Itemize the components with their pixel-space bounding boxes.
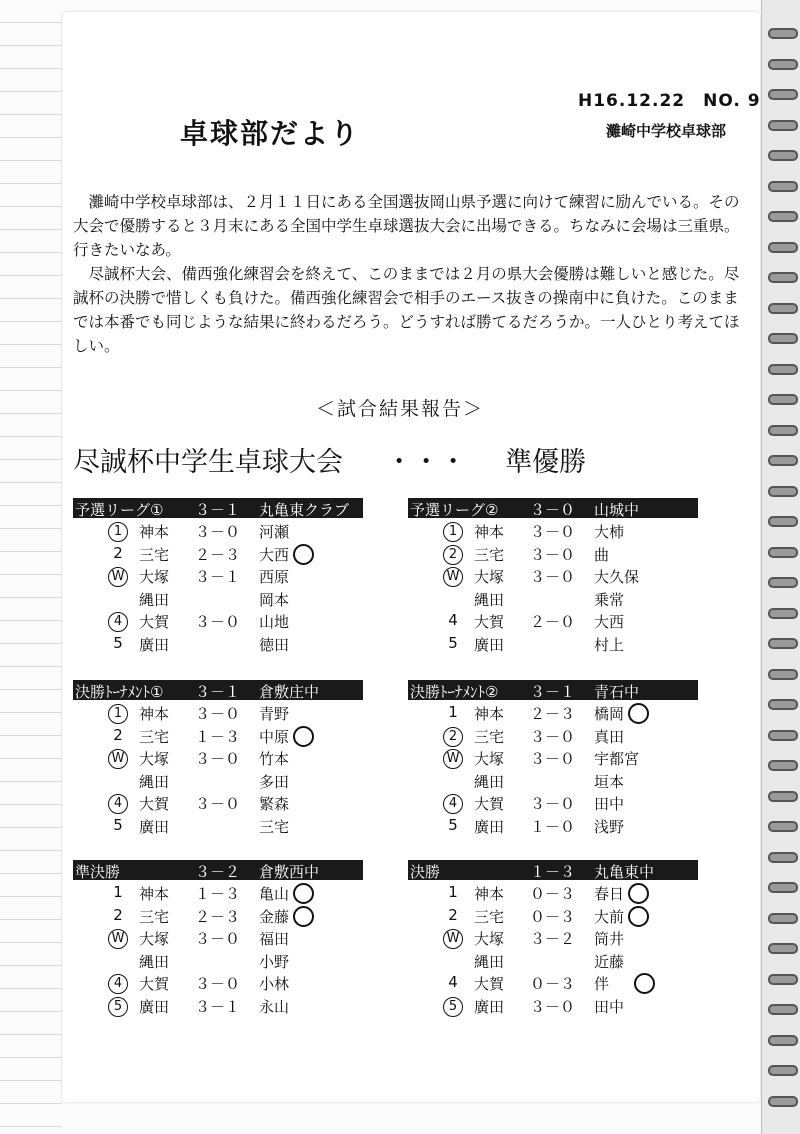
match-score: ３－２ (195, 863, 241, 881)
opponent-name: 小野 (259, 952, 290, 971)
opponent-win-circle-mark (628, 883, 649, 904)
player-order (441, 726, 465, 747)
article-body (73, 190, 753, 358)
opponent-name: 小林 (259, 975, 290, 993)
game-score: ３－０ (530, 795, 576, 813)
player-row (408, 608, 698, 631)
player-order: 1 (448, 883, 458, 901)
player-row (73, 993, 363, 1016)
player-row (408, 518, 698, 541)
opponent-name: 乗常 (594, 590, 625, 609)
player-name: 三宅 (474, 545, 505, 564)
player-name: 大塚 (139, 930, 170, 948)
player-order (441, 793, 465, 814)
win-circle-mark: 4 (443, 794, 463, 814)
player-name: 縄田 (474, 952, 505, 971)
player-order (106, 521, 130, 542)
player-name: 縄田 (139, 952, 170, 971)
match-block (408, 498, 698, 653)
tournament-name: 尽誠杯中学生卓球大会 (73, 447, 343, 478)
player-row (408, 745, 698, 768)
notebook-lines (0, 0, 62, 1134)
player-order (106, 928, 130, 949)
player-name: 大賀 (139, 975, 170, 993)
player-row (408, 541, 698, 564)
opponent-name: 河瀬 (259, 523, 290, 541)
player-row (73, 768, 363, 791)
player-name: 廣田 (474, 635, 505, 654)
opponent-name: 山地 (259, 613, 290, 631)
player-order (106, 611, 130, 632)
opponent-name: 竹本 (259, 750, 290, 768)
match-block (408, 680, 698, 835)
player-name: 大塚 (139, 568, 170, 586)
opponent-name: 浅野 (594, 817, 625, 836)
player-name: 三宅 (139, 907, 170, 926)
game-score: ２－０ (530, 613, 576, 631)
spiral-ring (768, 760, 798, 771)
player-row (408, 723, 698, 746)
game-score: １－３ (195, 727, 241, 746)
player-name: 大賀 (139, 613, 170, 631)
match-opponent: 丸亀東クラブ (259, 501, 350, 519)
player-name: 大塚 (474, 930, 505, 948)
match-block (408, 860, 698, 1015)
spiral-ring (768, 547, 798, 558)
win-circle-mark: 4 (108, 612, 128, 632)
spiral-ring (768, 516, 798, 527)
player-name: 神本 (139, 705, 170, 723)
win-circle-mark: 5 (443, 997, 463, 1017)
spiral-ring (768, 333, 798, 344)
tournament-result: 準優勝 (505, 447, 587, 478)
opponent-name: 岡本 (259, 590, 290, 609)
spiral-ring (768, 821, 798, 832)
spiral-ring (768, 181, 798, 192)
player-name: 大塚 (474, 750, 505, 768)
game-score: ３－０ (195, 975, 241, 993)
player-name: 廣田 (139, 817, 170, 836)
game-score: ３－０ (195, 705, 241, 723)
match-round: 決勝ﾄｰﾅﾒﾝﾄ① (75, 683, 164, 701)
opponent-name: 永山 (259, 997, 290, 1016)
spiral-ring (768, 852, 798, 863)
player-name: 三宅 (474, 727, 505, 746)
spiral-ring (768, 669, 798, 680)
player-name: 大賀 (474, 795, 505, 813)
player-name: 神本 (474, 523, 505, 541)
player-row (73, 586, 363, 609)
opponent-win-circle-mark (628, 906, 649, 927)
player-row (408, 768, 698, 791)
opponent-name: 真田 (594, 727, 625, 746)
win-circle-mark: 1 (443, 522, 463, 542)
opponent-win-circle-mark (293, 544, 314, 565)
player-row (73, 563, 363, 586)
player-name: 大塚 (474, 568, 505, 586)
player-order (106, 748, 130, 769)
win-circle-mark: W (108, 929, 128, 949)
spiral-ring (768, 577, 798, 588)
player-row (73, 970, 363, 993)
player-name: 縄田 (139, 590, 170, 609)
player-order (106, 703, 130, 724)
spiral-ring (768, 89, 798, 100)
opponent-name: 青野 (259, 705, 290, 723)
player-order (106, 973, 130, 994)
player-order: 4 (448, 973, 458, 991)
match-header (73, 498, 363, 518)
spiral-ring (768, 242, 798, 253)
player-order (441, 996, 465, 1017)
player-order: 5 (448, 633, 458, 652)
player-name: 神本 (474, 705, 505, 723)
opponent-name: 繁森 (259, 795, 290, 813)
match-opponent: 丸亀東中 (594, 863, 655, 881)
player-row (73, 518, 363, 541)
spiral-ring (768, 943, 798, 954)
opponent-name: 西原 (259, 568, 290, 586)
player-name: 縄田 (474, 590, 505, 609)
game-score: ２－３ (195, 545, 241, 564)
win-circle-mark: 4 (108, 794, 128, 814)
game-score: ２－３ (530, 705, 576, 723)
spiral-ring (768, 364, 798, 375)
player-name: 縄田 (139, 772, 170, 791)
opponent-name: 金藤 (259, 907, 290, 926)
win-circle-mark: W (443, 749, 463, 769)
opponent-win-circle-mark (634, 973, 655, 994)
article-paragraph-1: 灘崎中学校卓球部は、２月１１日にある全国選抜岡山県予選に向けて練習に励んでいる。その大会で優勝すると３月末にある全国中学生卓球選抜大会に出場できる。ちなみに会場は三重県。行きたいなあ。 (73, 193, 740, 259)
win-circle-mark: 1 (108, 522, 128, 542)
spiral-ring (768, 699, 798, 710)
opponent-name: 大西 (259, 545, 290, 564)
spiral-ring (768, 1004, 798, 1015)
player-row (408, 903, 698, 926)
opponent-name: 近藤 (594, 952, 625, 971)
player-name: 縄田 (474, 772, 505, 791)
player-row (408, 813, 698, 836)
player-name: 三宅 (474, 907, 505, 926)
spiral-ring (768, 608, 798, 619)
game-score: ３－１ (195, 568, 241, 586)
spiral-ring (768, 59, 798, 70)
player-name: 三宅 (139, 545, 170, 564)
player-row (73, 745, 363, 768)
match-round: 決勝 (410, 863, 441, 881)
match-header (408, 680, 698, 700)
opponent-win-circle-mark (293, 906, 314, 927)
player-order: 1 (113, 883, 123, 901)
match-header (73, 680, 363, 700)
player-order (441, 544, 465, 565)
match-block (73, 680, 363, 835)
match-opponent: 青石中 (594, 683, 640, 701)
player-row (408, 948, 698, 971)
player-row (73, 880, 363, 903)
game-score: ０－３ (530, 885, 576, 903)
player-name: 神本 (474, 885, 505, 903)
player-name: 大賀 (139, 795, 170, 813)
opponent-name: 亀山 (259, 885, 290, 903)
game-score: ０－３ (530, 975, 576, 993)
opponent-name: 曲 (594, 545, 610, 564)
game-score: ３－０ (530, 997, 576, 1016)
tournament-dots: ・・・ (385, 447, 467, 478)
player-name: 廣田 (474, 817, 505, 836)
player-order: 4 (448, 611, 458, 629)
spiral-ring (768, 211, 798, 222)
match-block (73, 860, 363, 1015)
game-score: ３－１ (195, 997, 241, 1016)
player-name: 廣田 (139, 997, 170, 1016)
player-order: 2 (448, 905, 458, 924)
player-order: 1 (448, 703, 458, 721)
spiral-ring (768, 303, 798, 314)
game-score: ３－０ (530, 750, 576, 768)
opponent-name: 橋岡 (594, 705, 625, 723)
player-name: 大賀 (474, 975, 505, 993)
match-round: 準決勝 (75, 863, 121, 881)
section-title: ＜試合結果報告＞ (315, 398, 484, 420)
game-score: ３－０ (530, 568, 576, 586)
player-row (408, 993, 698, 1016)
newsletter-title: 卓球部だより (180, 117, 361, 150)
opponent-win-circle-mark (293, 883, 314, 904)
player-order (441, 566, 465, 587)
player-row (408, 790, 698, 813)
match-opponent: 倉敷西中 (259, 863, 320, 881)
game-score: ３－０ (195, 930, 241, 948)
match-score: ３－１ (195, 683, 241, 701)
spiral-ring (768, 486, 798, 497)
win-circle-mark: 4 (108, 974, 128, 994)
opponent-win-circle-mark (293, 726, 314, 747)
game-score: ３－０ (195, 750, 241, 768)
match-opponent: 倉敷庄中 (259, 683, 320, 701)
opponent-name: 垣本 (594, 772, 625, 791)
player-order: 2 (113, 725, 123, 744)
player-name: 廣田 (474, 997, 505, 1016)
player-name: 廣田 (139, 635, 170, 654)
game-score: ３－０ (530, 727, 576, 746)
win-circle-mark: 1 (108, 704, 128, 724)
spiral-ring (768, 913, 798, 924)
opponent-name: 春日 (594, 885, 625, 903)
spiral-ring (768, 455, 798, 466)
opponent-name: 大柿 (594, 523, 625, 541)
opponent-name: 福田 (259, 930, 290, 948)
game-score: ２－３ (195, 907, 241, 926)
player-row (408, 925, 698, 948)
match-round: 予選リーグ② (410, 501, 499, 519)
match-header (408, 860, 698, 880)
win-circle-mark: W (443, 929, 463, 949)
spiral-ring (768, 28, 798, 39)
match-header (408, 498, 698, 518)
player-name: 神本 (139, 885, 170, 903)
game-score: ３－０ (530, 545, 576, 564)
spiral-ring (768, 974, 798, 985)
opponent-name: 宇都宮 (594, 750, 640, 768)
player-row (73, 948, 363, 971)
spiral-ring (768, 638, 798, 649)
player-order (106, 996, 130, 1017)
game-score: ３－０ (195, 795, 241, 813)
match-score: ３－１ (195, 501, 241, 519)
player-order: 5 (113, 633, 123, 652)
game-score: ３－０ (195, 523, 241, 541)
game-score: １－３ (195, 885, 241, 903)
opponent-name: 大久保 (594, 568, 640, 586)
match-block (73, 498, 363, 653)
opponent-name: 中原 (259, 727, 290, 746)
player-order: 2 (113, 543, 123, 562)
player-name: 大賀 (474, 613, 505, 631)
spiral-ring (768, 1096, 798, 1107)
opponent-name: 大前 (594, 907, 625, 926)
player-row (408, 880, 698, 903)
player-order: 5 (448, 815, 458, 834)
spiral-ring (768, 425, 798, 436)
player-name: 神本 (139, 523, 170, 541)
player-row (73, 541, 363, 564)
player-order: 2 (113, 905, 123, 924)
player-row (408, 700, 698, 723)
win-circle-mark: 2 (443, 545, 463, 565)
player-order (441, 748, 465, 769)
player-row (408, 586, 698, 609)
win-circle-mark: 2 (443, 727, 463, 747)
article-paragraph-2: 尽誠杯大会、備西強化練習会を終えて、このままでは２月の県大会優勝は難しいと感じた。尽誠杯の決勝で惜しくも負けた。備西強化練習会で相手のエース抜きの操南中に負けた。このままでは本番でも同じような結果に終わるだろう。どうすれば勝てるだろうか。一人ひとり考えてほしい。 (73, 265, 740, 355)
player-row (73, 723, 363, 746)
spiral-ring (768, 882, 798, 893)
player-order: 5 (113, 815, 123, 834)
player-order (441, 928, 465, 949)
win-circle-mark: 5 (108, 997, 128, 1017)
issue-date-number: H16.12.22 NO. 9 (578, 91, 761, 111)
player-row (73, 903, 363, 926)
match-round: 予選リーグ① (75, 501, 164, 519)
win-circle-mark: W (108, 567, 128, 587)
game-score: ３－２ (530, 930, 576, 948)
player-order (441, 521, 465, 542)
spiral-ring (768, 1065, 798, 1076)
tournament-heading (73, 440, 586, 479)
spiral-ring (768, 272, 798, 283)
spiral-binding (761, 0, 800, 1134)
player-order (106, 793, 130, 814)
match-score: １－３ (530, 863, 576, 881)
match-header (73, 860, 363, 880)
game-score: ３－０ (530, 523, 576, 541)
win-circle-mark: W (108, 749, 128, 769)
player-name: 三宅 (139, 727, 170, 746)
spiral-ring (768, 150, 798, 161)
player-row (73, 925, 363, 948)
spiral-ring (768, 791, 798, 802)
player-row (73, 790, 363, 813)
player-row (408, 631, 698, 654)
spiral-ring (768, 730, 798, 741)
game-score: ３－０ (195, 613, 241, 631)
club-name: 灘崎中学校卓球部 (606, 122, 727, 140)
player-name: 大塚 (139, 750, 170, 768)
opponent-name: 筒井 (594, 930, 625, 948)
win-circle-mark: W (443, 567, 463, 587)
opponent-name: 大西 (594, 613, 625, 631)
opponent-name: 伴 (594, 975, 610, 993)
match-score: ３－０ (530, 501, 576, 519)
opponent-name: 田中 (594, 997, 625, 1016)
opponent-name: 徳田 (259, 635, 290, 654)
player-row (408, 970, 698, 993)
player-row (73, 813, 363, 836)
opponent-name: 村上 (594, 635, 625, 654)
match-score: ３－１ (530, 683, 576, 701)
match-round: 決勝ﾄｰﾅﾒﾝﾄ② (410, 683, 499, 701)
player-order (106, 566, 130, 587)
spiral-ring (768, 1035, 798, 1046)
game-score: １－０ (530, 817, 576, 836)
player-row (73, 631, 363, 654)
game-score: ０－３ (530, 907, 576, 926)
player-row (73, 700, 363, 723)
player-row (73, 608, 363, 631)
opponent-name: 三宅 (259, 817, 290, 836)
opponent-name: 多田 (259, 772, 290, 791)
match-opponent: 山城中 (594, 501, 640, 519)
player-row (408, 563, 698, 586)
opponent-name: 田中 (594, 795, 625, 813)
spiral-ring (768, 120, 798, 131)
opponent-win-circle-mark (628, 703, 649, 724)
